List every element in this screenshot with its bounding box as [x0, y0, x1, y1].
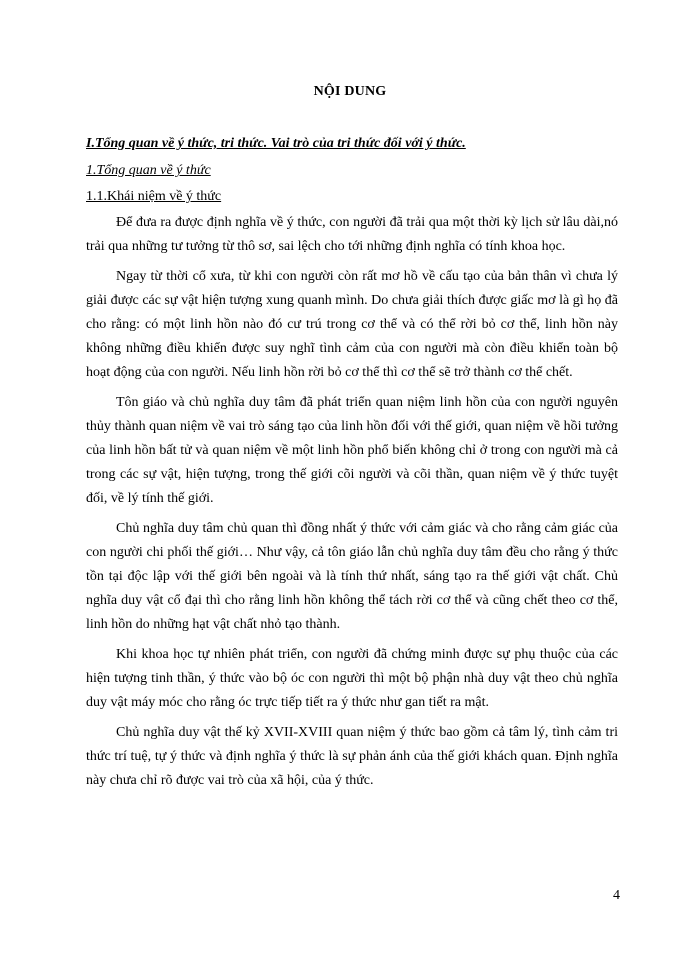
subsection-heading: 1.Tổng quan về ý thức: [86, 163, 211, 178]
body-text: [86, 211, 618, 799]
page-number: 4: [613, 888, 620, 903]
paragraph: Chủ nghĩa duy vật thế kỷ XVII-XVIII quan niệm ý thức bao gồm cả tâm lý, tình cảm tri thức trí tuệ, tự ý thức và định nghĩa ý thức là sự phản ánh của thế giới khách quan. Định nghĩa này chưa chỉ rõ được vai trò của xã hội, của ý thức.: [86, 725, 618, 788]
paragraph: Chủ nghĩa duy tâm chủ quan thì đồng nhất ý thức với cảm giác và cho rằng cảm giác của con người chi phối thế giới… Như vậy, cả tôn giáo lẫn chủ nghĩa duy tâm đều cho rằng ý thức tồn tại độc lập với thế giới bên ngoài và là tính thứ nhất, sáng tạo ra thế giới vật chất. Chủ nghĩa duy vật cổ đại thì cho rằng linh hồn không thể tách rời cơ thể và cũng chết theo cơ thể, linh hồn do những hạt vật chất nhỏ tạo thành.: [86, 521, 618, 632]
paragraph: Ngay từ thời cổ xưa, từ khi con người còn rất mơ hồ về cấu tạo của bản thân vì chưa lý giải được các sự vật hiện tượng xung quanh mình. Do chưa giải thích được giấc mơ là gì họ đã cho rằng: có một linh hồn nào đó cư trú trong cơ thể và có thể rời bỏ cơ thể, linh hồn này không những điều khiển được suy nghĩ tình cảm của con người mà còn điều khiển toàn bộ hoạt động của con người. Nếu linh hồn rời bỏ cơ thể thì cơ thể sẽ trở thành cơ thể chết.: [86, 269, 618, 380]
section-heading: I.Tổng quan về ý thức, tri thức. Vai trò của tri thức đối với ý thức.: [86, 136, 466, 151]
paragraph: Khi khoa học tự nhiên phát triển, con người đã chứng minh được sự phụ thuộc của các hiện tượng tinh thần, ý thức vào bộ óc con người thì một bộ phận nhà duy vật theo chủ nghĩa duy vật máy móc cho rằng óc trực tiếp tiết ra ý thức như gan tiết ra mật.: [86, 647, 618, 710]
paragraph: Để đưa ra được định nghĩa về ý thức, con người đã trải qua một thời kỳ lịch sử lâu dài,nó trải qua những tư tưởng từ thô sơ, sai lệch cho tới những định nghĩa có tính khoa học.: [86, 215, 618, 254]
paragraph: Tôn giáo và chủ nghĩa duy tâm đã phát triển quan niệm linh hồn của con người nguyên thủy thành quan niệm về vai trò sáng tạo của linh hồn đối với thế giới, quan niệm về hồi tưởng của linh hồn bất tử và quan niệm về một linh hồn phổ biến không chỉ ở trong con người mà cả trong các sự vật, hiện tượng, trong thế giới cõi người và cõi thần, quan niệm về ý thức tuyệt đối, về lý tính thế giới.: [86, 395, 618, 506]
subsubsection-heading: 1.1.Khái niệm về ý thức: [86, 189, 222, 204]
page-title: NỘI DUNG: [313, 84, 387, 99]
